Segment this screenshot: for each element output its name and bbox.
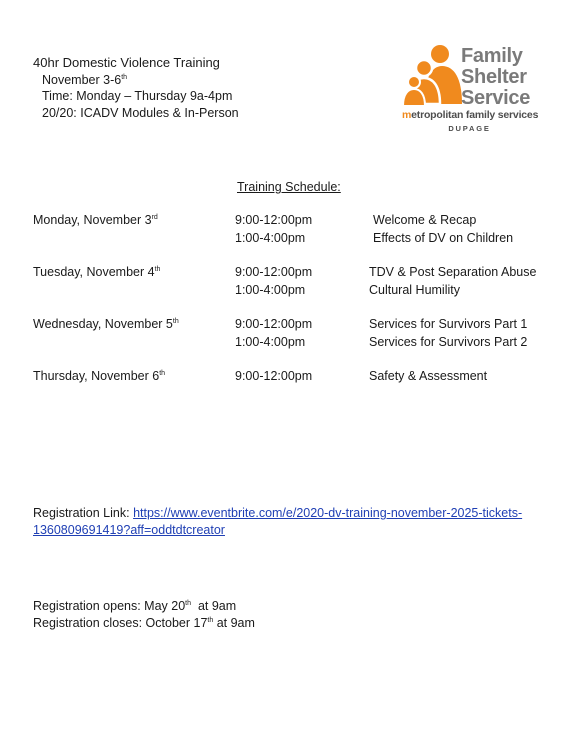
training-format: 20/20: ICADV Modules & In-Person bbox=[42, 105, 239, 120]
logo-wordmark: Family Shelter Service bbox=[461, 45, 531, 109]
schedule-day: Thursday, November 6th bbox=[33, 369, 166, 383]
training-time: Time: Monday – Thursday 9a-4pm bbox=[42, 89, 233, 103]
training-title: 40hr Domestic Violence Training bbox=[33, 55, 220, 70]
registration-opens: Registration opens: May 20th at 9am bbox=[33, 599, 237, 613]
schedule-time: 9:00-12:00pm bbox=[235, 369, 313, 383]
schedule-topic: Effects of DV on Children bbox=[373, 231, 514, 245]
training-header bbox=[33, 55, 239, 121]
schedule-row bbox=[0, 317, 572, 335]
schedule-title: Training Schedule: bbox=[237, 180, 341, 194]
registration-link[interactable]: https://www.eventbrite.com/e/2020-dv-training-november-2025-tickets- 1360809691419?aff=oddtdtcreator bbox=[33, 506, 523, 537]
registration-link-block bbox=[33, 505, 533, 539]
registration-dates bbox=[33, 598, 255, 632]
schedule-topic: Welcome & Recap bbox=[373, 213, 477, 227]
schedule-topic: Safety & Assessment bbox=[369, 369, 488, 383]
schedule-row bbox=[0, 335, 572, 353]
training-dates: November 3-6th bbox=[42, 72, 128, 87]
schedule-row bbox=[0, 213, 572, 231]
schedule-day: Tuesday, November 4th bbox=[33, 265, 161, 279]
schedule-row bbox=[0, 231, 572, 249]
registration-link-label: Registration Link: bbox=[33, 506, 134, 520]
schedule-time: 9:00-12:00pm bbox=[235, 265, 313, 279]
schedule-time: 1:00-4:00pm bbox=[235, 283, 306, 297]
schedule-row bbox=[0, 283, 572, 301]
schedule-time: 9:00-12:00pm bbox=[235, 317, 313, 331]
registration-closes: Registration closes: October 17th at 9am bbox=[33, 616, 255, 630]
logo-region: DUPAGE bbox=[448, 124, 491, 133]
schedule-day: Wednesday, November 5th bbox=[33, 317, 179, 331]
logo-org-name: metropolitan family services bbox=[402, 109, 539, 121]
family-shelter-service-logo bbox=[402, 42, 542, 134]
schedule-topic: Cultural Humility bbox=[369, 283, 460, 297]
schedule-row bbox=[0, 265, 572, 283]
schedule-time: 1:00-4:00pm bbox=[235, 335, 306, 349]
schedule-topic: Services for Survivors Part 1 bbox=[369, 317, 528, 331]
schedule-day: Monday, November 3rd bbox=[33, 213, 158, 227]
schedule-time: 9:00-12:00pm bbox=[235, 213, 313, 227]
schedule-topic: Services for Survivors Part 2 bbox=[369, 335, 528, 349]
schedule-row bbox=[0, 369, 572, 387]
schedule-topic: TDV & Post Separation Abuse bbox=[369, 265, 537, 279]
schedule-time: 1:00-4:00pm bbox=[235, 231, 306, 245]
family-figures-icon bbox=[402, 44, 464, 108]
